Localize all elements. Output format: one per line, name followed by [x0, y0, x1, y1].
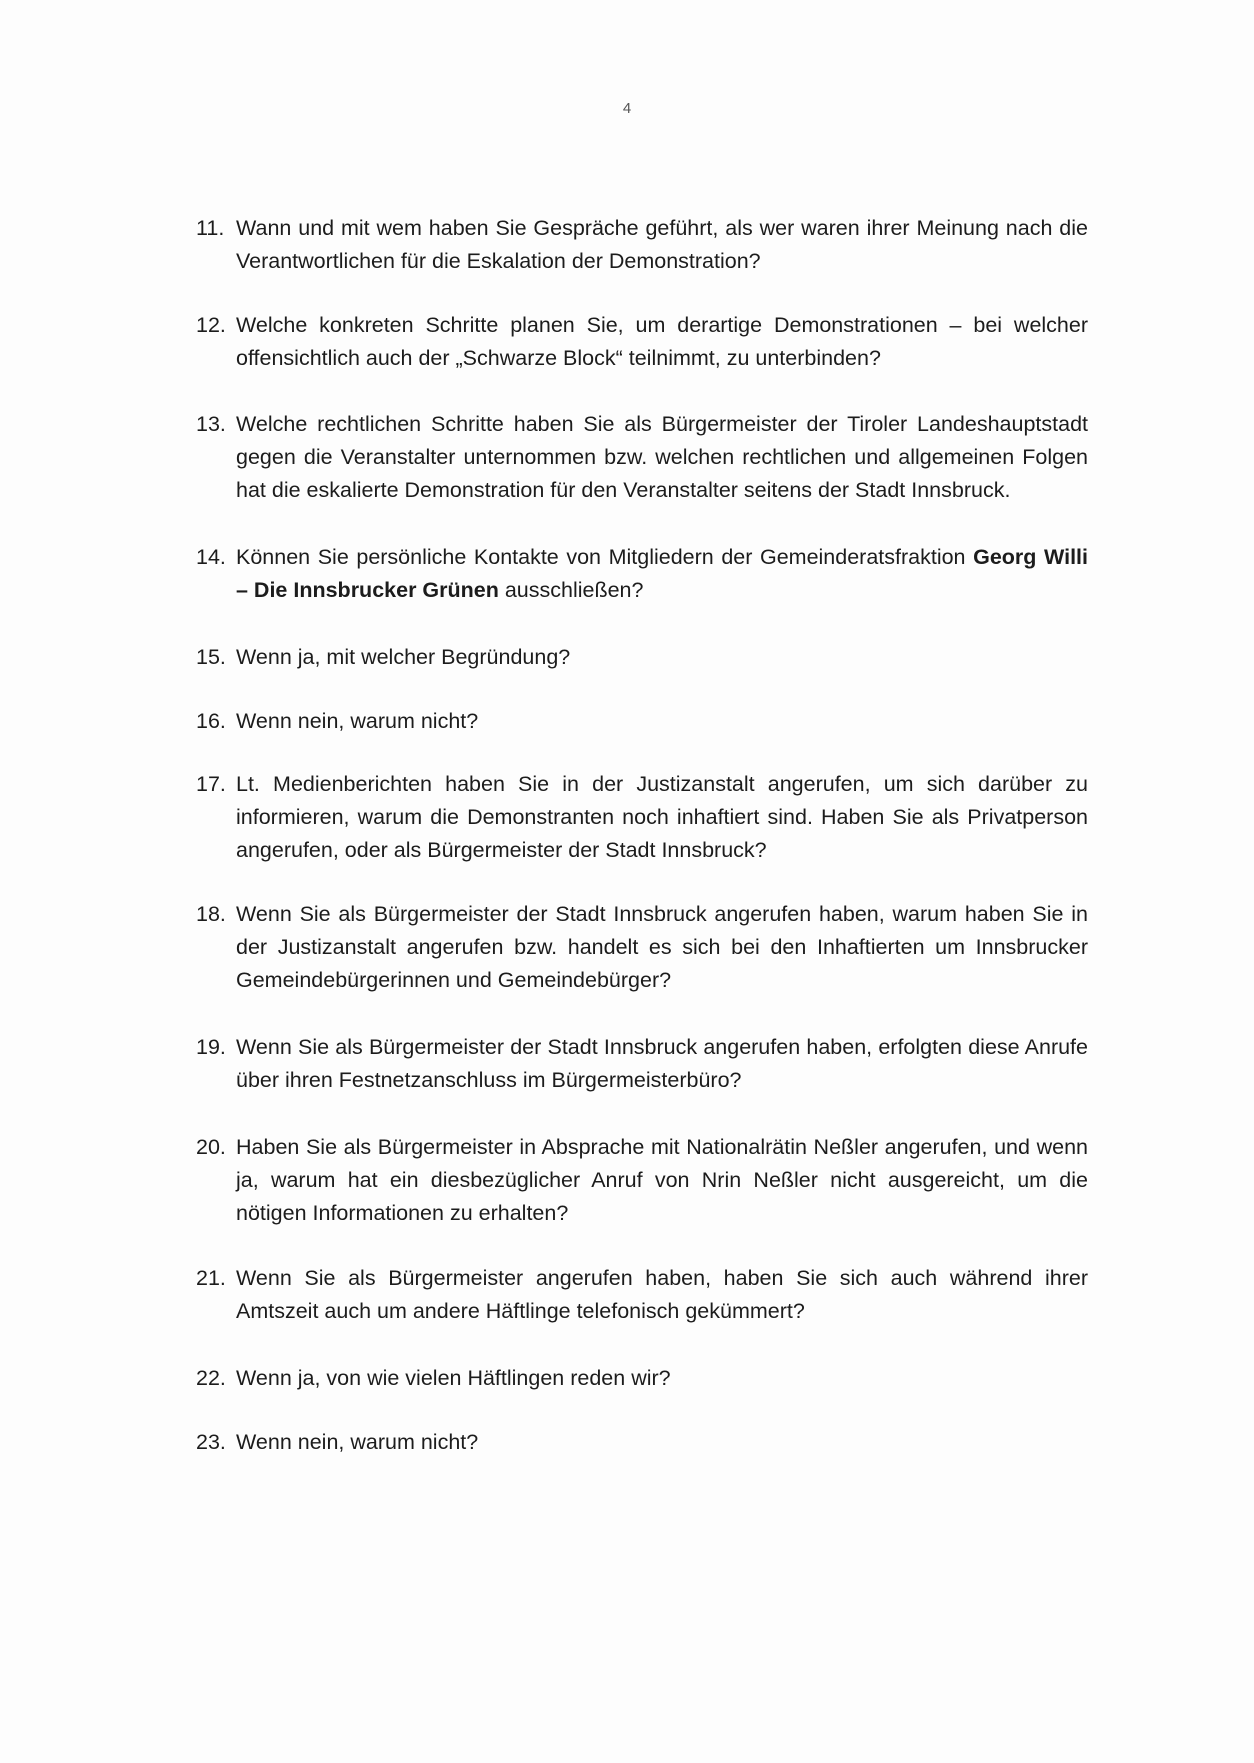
- question-item: [196, 1262, 1088, 1328]
- question-number: 21.: [196, 1266, 226, 1290]
- question-item: [196, 541, 1088, 607]
- question-text: Wenn Sie als Bürgermeister der Stadt Innsbruck angerufen haben, erfolgten diese Anrufe über ihren Festnetzanschluss im Bürgermeisterbüro?: [236, 1035, 1088, 1092]
- question-item: [196, 1131, 1088, 1230]
- question-text: Wenn Sie als Bürgermeister der Stadt Innsbruck angerufen haben, warum haben Sie in der Justizanstalt angerufen bzw. handelt es sich bei den Inhaftierten um Innsbrucker Gemeindebürgerinnen und Gemeindebürger?: [236, 902, 1088, 992]
- question-item: [196, 309, 1088, 375]
- question-text: Haben Sie als Bürgermeister in Absprache mit Nationalrätin Neßler angerufen, und wenn ja, warum hat ein diesbezüglicher Anruf von Nrin Neßler nicht ausgereicht, um die nötigen Informationen zu erhalten?: [236, 1135, 1088, 1225]
- question-number: 15.: [196, 645, 226, 669]
- question-number: 16.: [196, 709, 226, 733]
- question-number: 13.: [196, 412, 226, 436]
- question-item: [196, 212, 1088, 278]
- page-number: 4: [622, 100, 632, 117]
- question-number: 14.: [196, 545, 226, 569]
- question-text: Wenn ja, von wie vielen Häftlingen reden wir?: [236, 1366, 671, 1390]
- question-text: Welche konkreten Schritte planen Sie, um derartige Demonstrationen – bei welcher offensichtlich auch der „Schwarze Block“ teilnimmt, zu unterbinden?: [236, 313, 1088, 370]
- question-text: Wann und mit wem haben Sie Gespräche geführt, als wer waren ihrer Meinung nach die Verantwortlichen für die Eskalation der Demonstration?: [236, 216, 1088, 273]
- question-number: 12.: [196, 313, 226, 337]
- question-text: Welche rechtlichen Schritte haben Sie als Bürgermeister der Tiroler Landeshauptstadt gegen die Veranstalter unternommen bzw. welchen rechtlichen und allgemeinen Folgen hat die eskalierte Demonstration für den Veranstalter seitens der Stadt Innsbruck.: [236, 412, 1088, 502]
- question-text: Wenn nein, warum nicht?: [236, 1430, 479, 1454]
- question-number: 18.: [196, 902, 226, 926]
- question-number: 22.: [196, 1366, 226, 1390]
- question-item: [196, 1031, 1088, 1097]
- question-text: [236, 541, 1088, 607]
- question-item: [196, 408, 1088, 507]
- party-name: Georg Willi – Die Innsbrucker Grünen: [236, 545, 1088, 602]
- question-item: [196, 898, 1088, 997]
- question-text-part: ausschließen?: [498, 578, 644, 602]
- question-text: Wenn ja, mit welcher Begründung?: [236, 645, 571, 669]
- question-number: 19.: [196, 1035, 226, 1059]
- question-text: Wenn Sie als Bürgermeister angerufen haben, haben Sie sich auch während ihrer Amtszeit auch um andere Häftlinge telefonisch gekümmert?: [236, 1266, 1088, 1323]
- question-item: [196, 1362, 1088, 1395]
- question-number: 17.: [196, 772, 226, 796]
- question-text-part: Können Sie persönliche Kontakte von Mitgliedern der Gemeinderatsfraktion: [236, 545, 974, 569]
- question-number: 20.: [196, 1135, 226, 1159]
- question-text: Lt. Medienberichten haben Sie in der Justizanstalt angerufen, um sich darüber zu informieren, warum die Demonstranten noch inhaftiert sind. Haben Sie als Privatperson angerufen, oder als Bürgermeister der Stadt Innsbruck?: [236, 772, 1088, 862]
- question-item: [196, 768, 1088, 867]
- question-number: 11.: [196, 216, 225, 240]
- question-list: [196, 212, 1088, 1459]
- question-item: [196, 641, 1088, 674]
- question-item: [196, 705, 1088, 738]
- question-text: Wenn nein, warum nicht?: [236, 709, 479, 733]
- question-item: [196, 1426, 1088, 1459]
- question-number: 23.: [196, 1430, 226, 1454]
